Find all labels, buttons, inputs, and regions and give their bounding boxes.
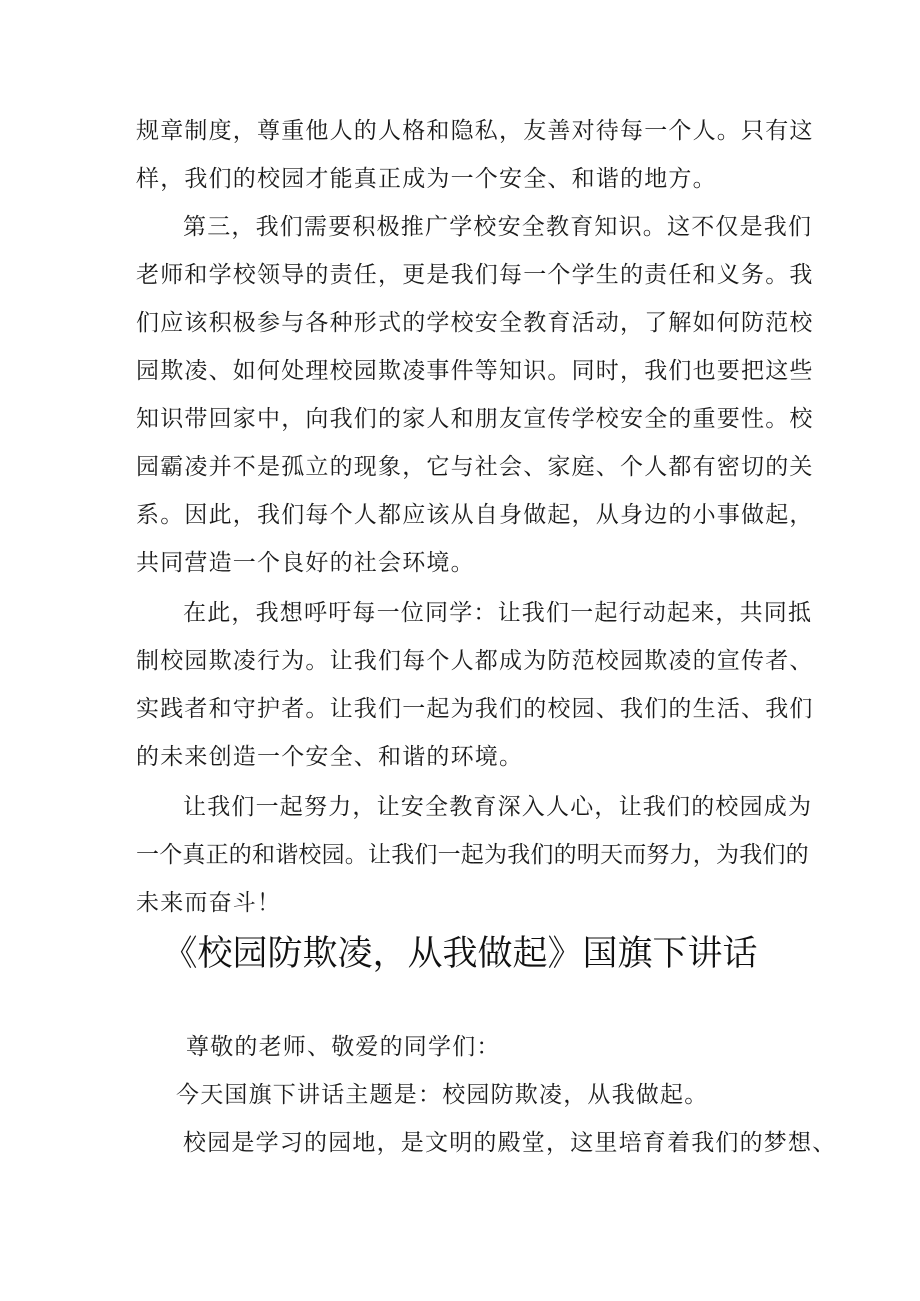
paragraph-line: 们应该积极参与各种形式的学校安全教育活动，了解如何防范校 (136, 310, 814, 336)
paragraph-line: 在此，我想呼吁每一位同学：让我们一起行动起来，共同抵 (183, 600, 813, 626)
paragraph-line: 实践者和守护者。让我们一起为我们的校园、我们的生活、我们 (136, 696, 814, 722)
paragraph-line: 知识带回家中，向我们的家人和朋友宣传学校安全的重要性。校 (136, 406, 814, 432)
speech-topic: 今天国旗下讲话主题是：校园防欺凌，从我做起。 (176, 1082, 709, 1108)
paragraph-line: 园欺凌、如何处理校园欺凌事件等知识。同时，我们也要把这些 (136, 358, 814, 384)
speech-greeting: 尊敬的老师、敬爱的同学们： (186, 1034, 501, 1060)
paragraph-line: 第三，我们需要积极推广学校安全教育知识。这不仅是我们 (183, 214, 813, 240)
paragraph-line: 的未来创造一个安全、和谐的环境。 (136, 744, 524, 770)
paragraph-line: 老师和学校领导的责任，更是我们每一个学生的责任和义务。我 (136, 262, 814, 288)
paragraph-line: 让我们一起努力，让安全教育深入人心，让我们的校园成为 (183, 794, 813, 820)
paragraph-line: 制校园欺凌行为。让我们每个人都成为防范校园欺凌的宣传者、 (136, 648, 814, 674)
paragraph-line: 一个真正的和谐校园。让我们一起为我们的明天而努力，为我们的 (136, 842, 809, 868)
paragraph-line: 系。因此，我们每个人都应该从自身做起，从身边的小事做起， (136, 502, 814, 528)
paragraph-line: 样，我们的校园才能真正成为一个安全、和谐的地方。 (136, 166, 717, 192)
paragraph-line: 规章制度，尊重他人的人格和隐私，友善对待每一个人。只有这 (136, 118, 814, 144)
paragraph-line: 校园是学习的园地，是文明的殿堂，这里培育着我们的梦想、 (183, 1130, 837, 1156)
speech-title: 《校园防欺凌，从我做起》国旗下讲话 (162, 934, 758, 974)
paragraph-line: 共同营造一个良好的社会环境。 (136, 550, 475, 576)
paragraph-line: 园霸凌并不是孤立的现象，它与社会、家庭、个人都有密切的关 (136, 454, 814, 480)
paragraph-line: 未来而奋斗！ (136, 890, 282, 916)
